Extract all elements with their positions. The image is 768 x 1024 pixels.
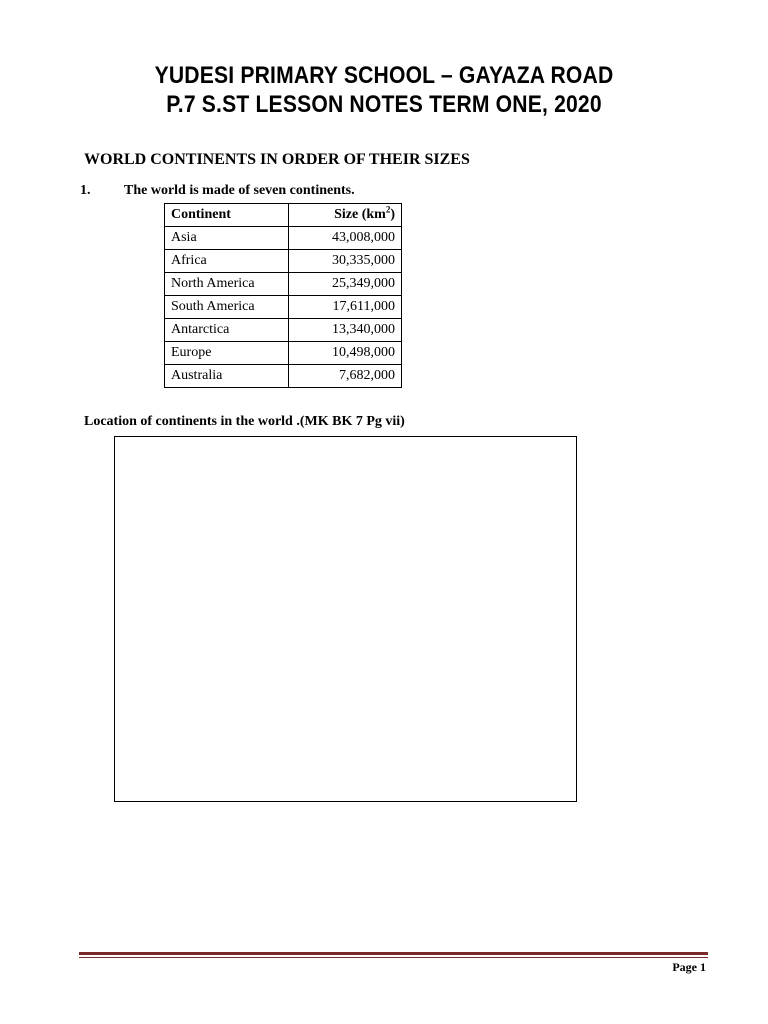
continent-size: 25,349,000	[289, 273, 402, 296]
column-header-continent: Continent	[165, 204, 289, 227]
continent-name: Africa	[165, 250, 289, 273]
continent-name: South America	[165, 296, 289, 319]
size-label-close: )	[390, 207, 395, 222]
table-row	[165, 296, 402, 319]
table-row	[165, 273, 402, 296]
continent-name: Australia	[165, 365, 289, 388]
continent-size: 30,335,000	[289, 250, 402, 273]
table-row	[165, 365, 402, 388]
size-label: Size (km	[334, 207, 386, 222]
map-caption: Location of continents in the world .(MK BK 7 Pg vii)	[84, 414, 405, 429]
table-header-row	[165, 204, 402, 227]
section-heading: WORLD CONTINENTS IN ORDER OF THEIR SIZES	[84, 151, 470, 168]
point-text: The world is made of seven continents.	[124, 183, 355, 198]
continent-name: Asia	[165, 227, 289, 250]
school-title: YUDESI PRIMARY SCHOOL – GAYAZA ROAD	[154, 62, 614, 89]
continent-name: Antarctica	[165, 319, 289, 342]
table-row	[165, 227, 402, 250]
continent-name: Europe	[165, 342, 289, 365]
map-placeholder-box	[114, 436, 577, 802]
continent-name: North America	[165, 273, 289, 296]
table-row	[165, 319, 402, 342]
table-row	[165, 250, 402, 273]
continents-table	[164, 203, 402, 388]
continent-size: 7,682,000	[289, 365, 402, 388]
footer-rule-thin	[79, 957, 708, 958]
point-number: 1.	[80, 183, 91, 198]
notes-title: P.7 S.ST LESSON NOTES TERM ONE, 2020	[166, 91, 602, 118]
page-number: Page 1	[672, 960, 706, 974]
continent-size: 43,008,000	[289, 227, 402, 250]
footer-rule	[79, 952, 708, 955]
size-superscript: 2	[385, 204, 391, 215]
table-row	[165, 342, 402, 365]
continent-size: 17,611,000	[289, 296, 402, 319]
continent-size: 10,498,000	[289, 342, 402, 365]
column-header-size	[289, 204, 402, 227]
continent-size: 13,340,000	[289, 319, 402, 342]
